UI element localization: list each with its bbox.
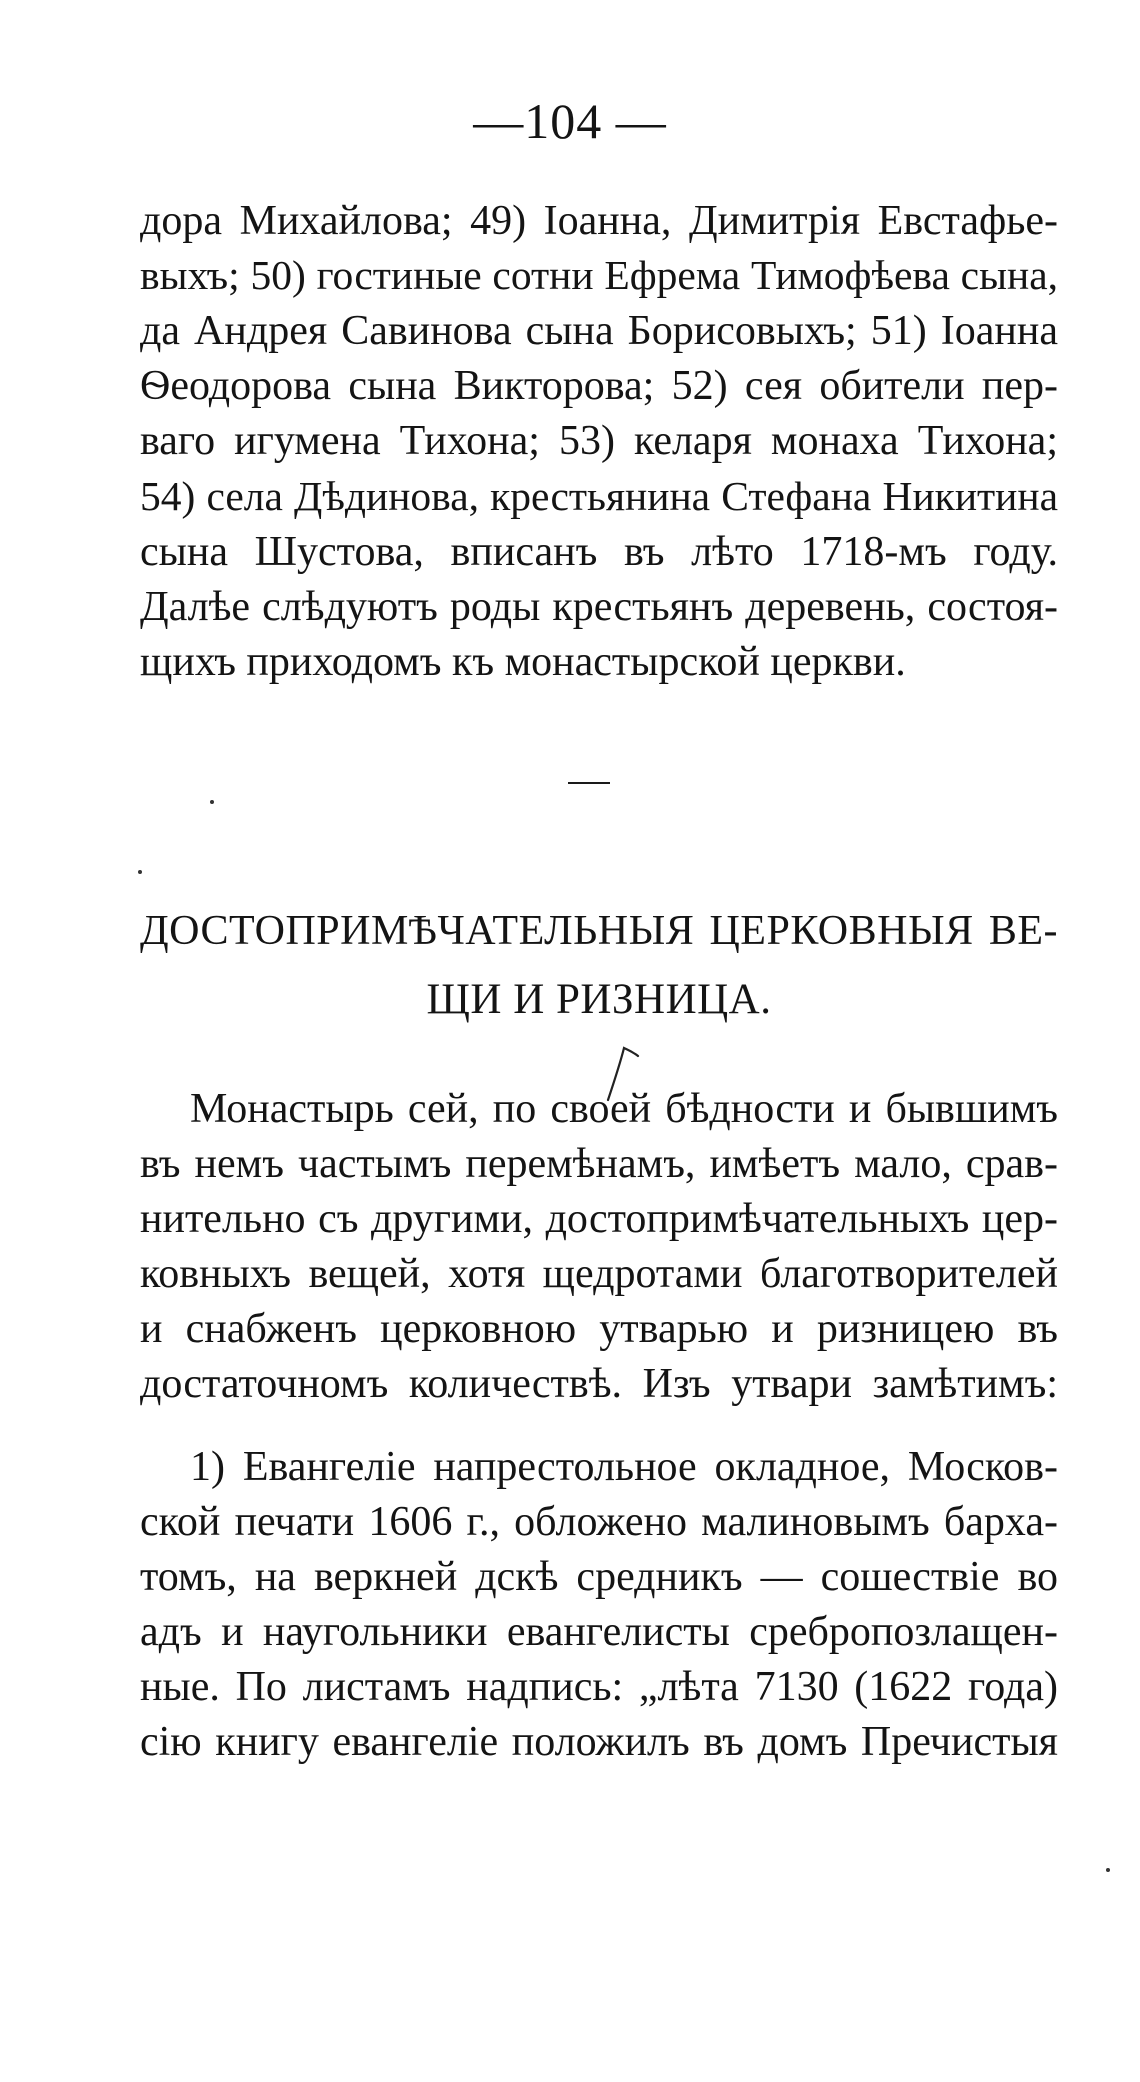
text-line: нительно съ другими, достопримѣчательныхъ цер- <box>140 1196 1058 1242</box>
section-heading-line-1: ДОСТОПРИМѢЧАТЕЛЬНЫЯ ЦЕРКОВНЫЯ ВЕ- <box>140 908 1058 954</box>
text-line: 54) села Дѣдинова, крестьянина Стефана Никитина <box>140 473 1058 519</box>
text-line: достаточномъ количествѣ. Изъ утвари замѣтимъ: <box>140 1361 1058 1407</box>
scan-speck <box>1106 1868 1110 1872</box>
text-line: выхъ; 50) гостиные сотни Ефрема Тимофѣева сына, <box>140 252 1058 298</box>
text-line: и снабженъ церковною утварью и ризницею въ <box>140 1306 1058 1352</box>
text-line: ковныхъ вещей, хотя щедротами благотворителей <box>140 1251 1058 1297</box>
scan-speck <box>138 870 142 874</box>
text-line: Далѣе слѣдуютъ роды крестьянъ деревень, состоя- <box>140 584 1058 630</box>
text-line: ской печати 1606 г., обложено малиновымъ барха- <box>140 1499 1058 1545</box>
text-line: сына Шустова, вписанъ въ лѣто 1718-мъ году. <box>140 529 1058 575</box>
section-heading-line-2: ЩИ И РИЗНИЦА. <box>426 976 772 1023</box>
page-number: —104 — <box>473 93 667 149</box>
text-line: ваго игумена Тихона; 53) келаря монаха Тихона; <box>140 418 1058 464</box>
text-line: адъ и наугольники евангелисты сребропозлащен- <box>140 1609 1058 1655</box>
text-line: Монастырь сей, по своей бѣдности и бывшимъ <box>190 1086 1058 1132</box>
text-line: сію книгу евангеліе положилъ въ домъ Пречистыя <box>140 1719 1058 1765</box>
scan-speck <box>210 800 214 804</box>
text-line: 1) Евангеліе напрестольное окладное, Москов- <box>190 1444 1058 1490</box>
text-line: въ немъ частымъ перемѣнамъ, имѣетъ мало, срав- <box>140 1141 1058 1187</box>
text-line: ные. По листамъ надпись: „лѣта 7130 (1622 года) <box>140 1664 1058 1710</box>
text-line: дора Михайлова; 49) Іоанна, Димитрія Евстафье- <box>140 198 1058 244</box>
text-line: да Андрея Савинова сына Борисовыхъ; 51) Іоанна <box>140 308 1058 354</box>
text-line: щихъ приходомъ къ монастырской церкви. <box>140 639 906 685</box>
text-line: Ѳеодорова сына Викторова; 52) сея обители пер- <box>140 363 1058 409</box>
section-divider <box>568 782 610 784</box>
text-line: томъ, на веркней дскѣ средникъ — сошествіе во <box>140 1554 1058 1600</box>
